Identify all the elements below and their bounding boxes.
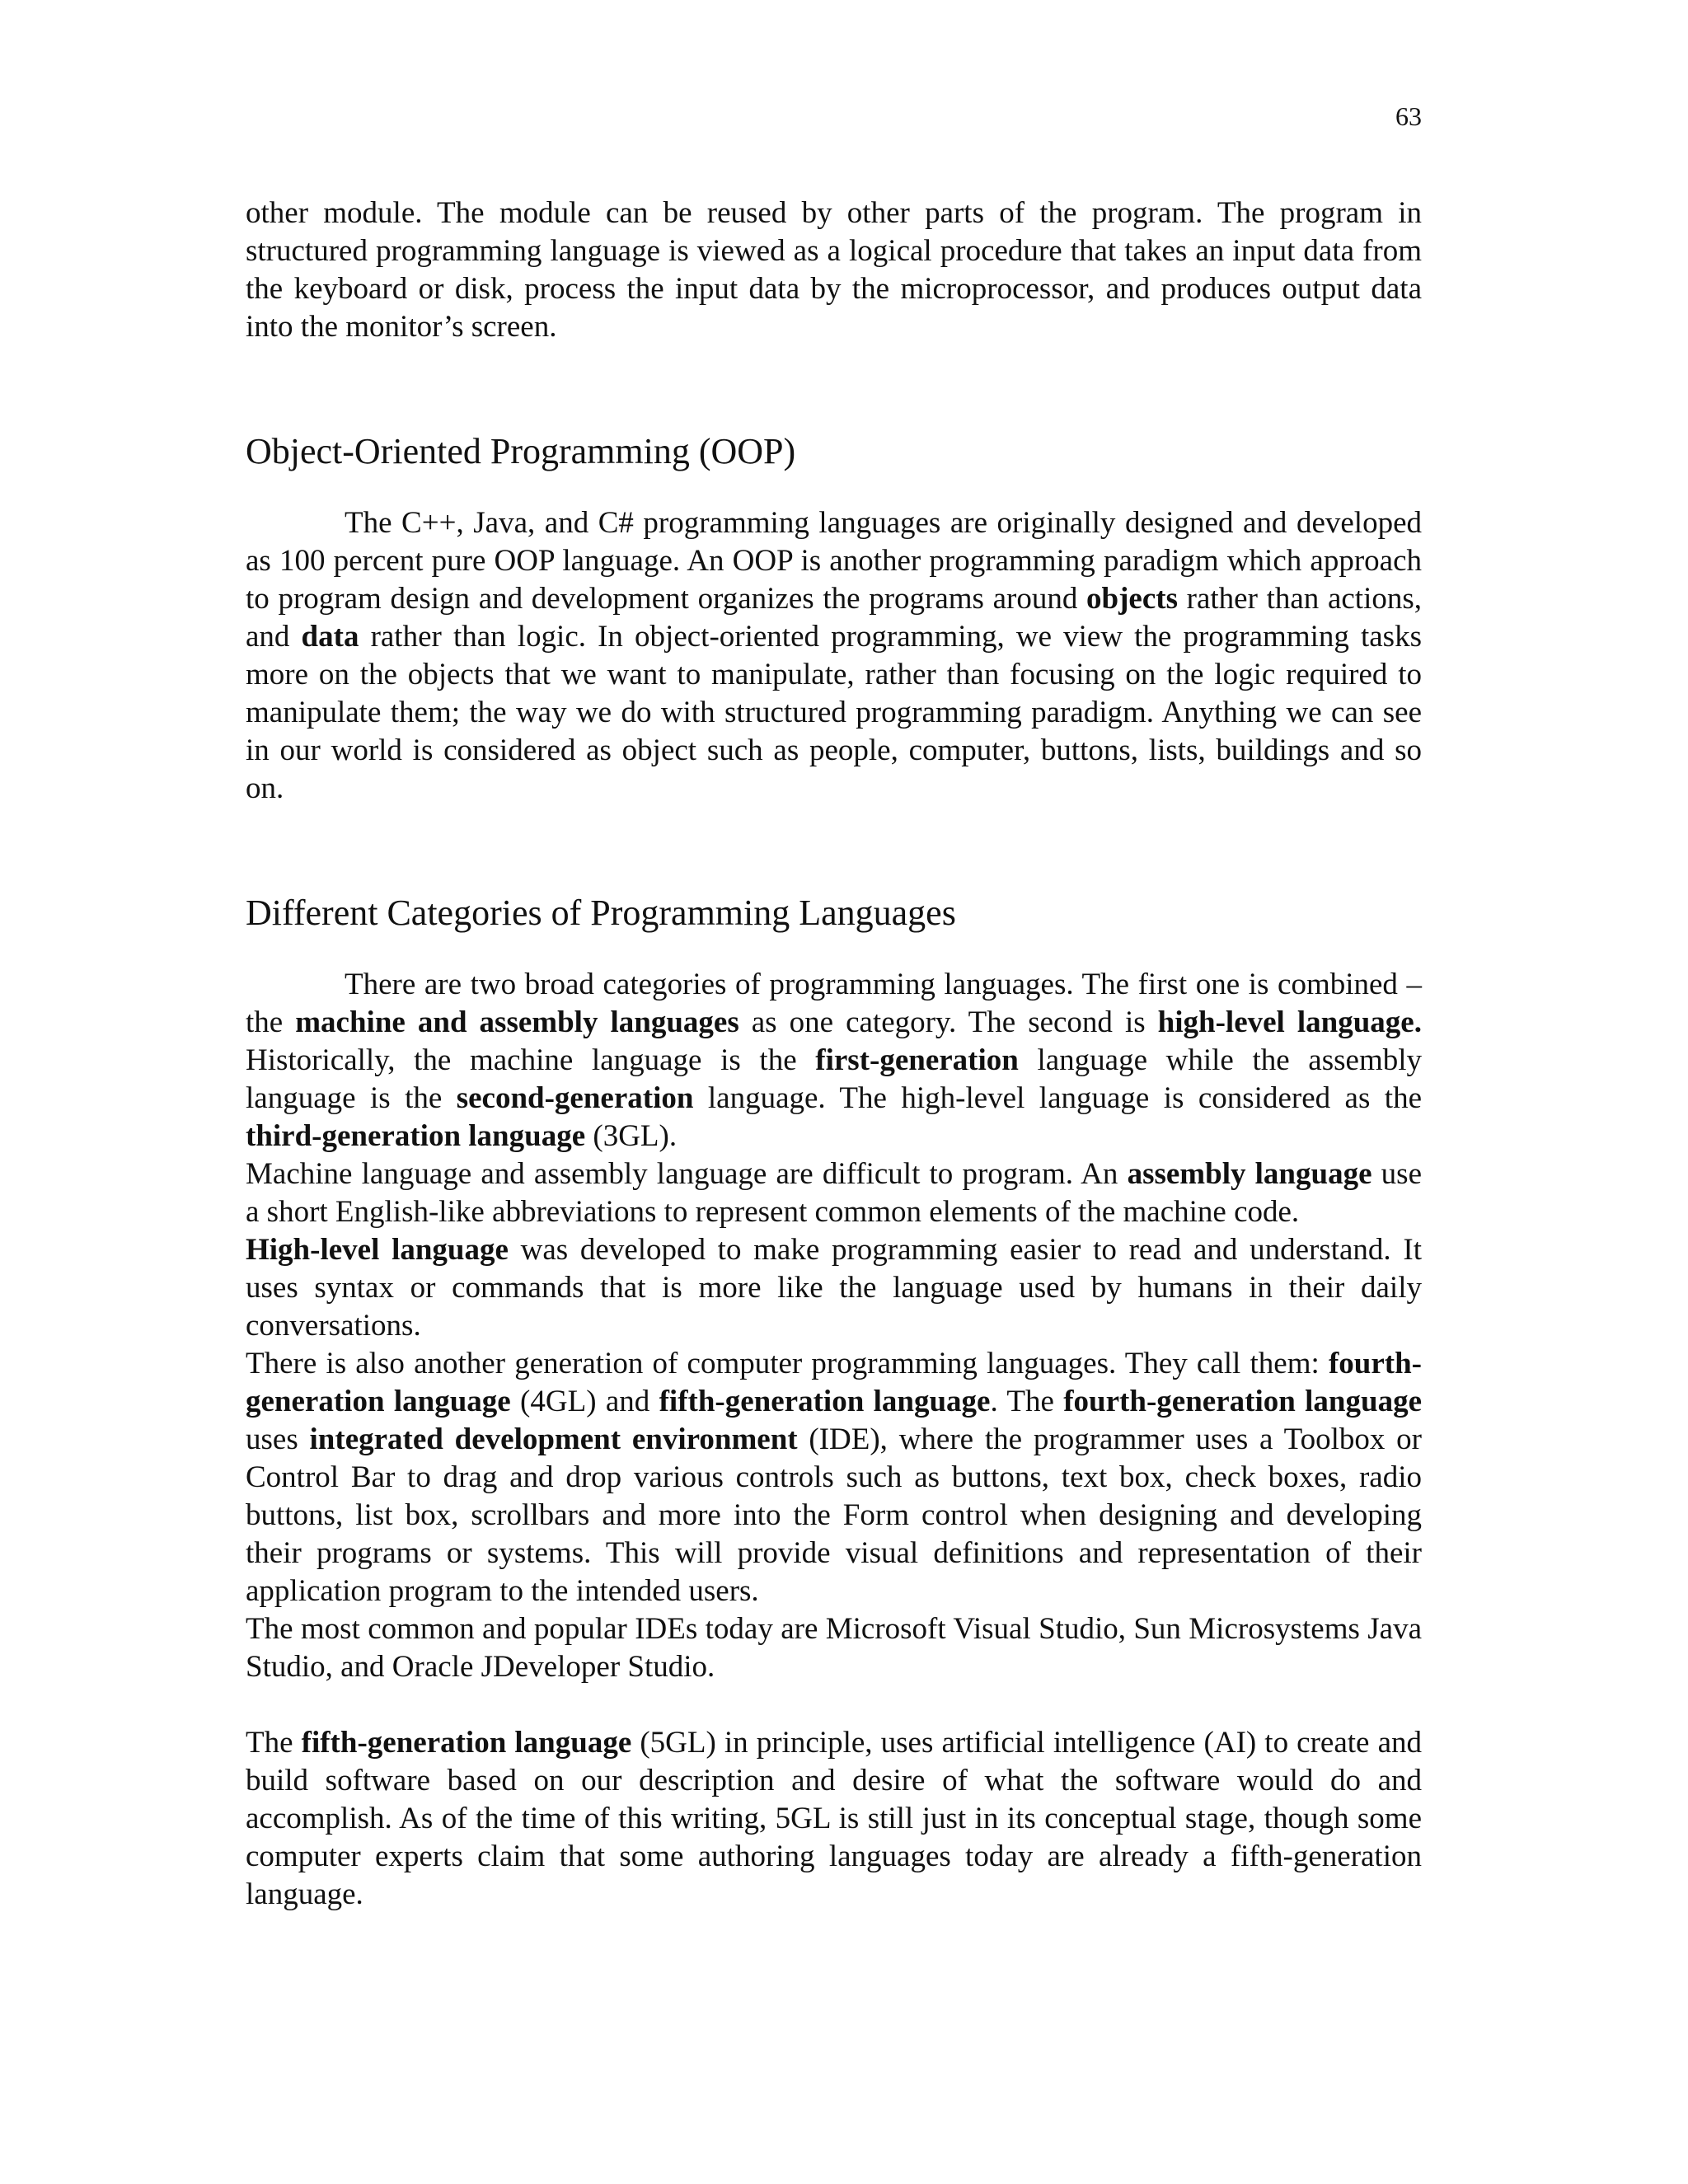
intro-paragraph: other module. The module can be reused by other parts of the program. The program in structured programming language is viewed as a logical procedure that takes an input data from the keyboard or disk, process the input data by the microprocessor, and produces output data into the monitor’s screen. (246, 196, 1422, 344)
categories-paragraph-2 (246, 1155, 1422, 1231)
oop-paragraph (246, 504, 1422, 808)
text-run: The (246, 1726, 302, 1760)
bold-term: machine and assembly languages (295, 1005, 739, 1039)
text-run: The most common and popular IDEs today are Microsoft Visual Studio, Sun Microsystems Java Studio, and Oracle JDeveloper Studio. (246, 1612, 1422, 1684)
text-run: language. The high-level language is considered as the (693, 1081, 1422, 1115)
heading-spacer (246, 938, 1422, 966)
categories-paragraph-4 (246, 1345, 1422, 1610)
text-run: as one category. The second is (738, 1005, 1158, 1039)
text-run: rather than actions, and (246, 582, 1422, 654)
paragraph-spacer (246, 1686, 1422, 1724)
bold-term: high-level language. (1157, 1005, 1422, 1039)
section-spacer (246, 808, 1422, 888)
bold-term: High-level language (246, 1233, 509, 1267)
bold-term: fifth-generation language (301, 1726, 632, 1760)
bold-term: second-generation (456, 1081, 694, 1115)
categories-paragraph-3 (246, 1231, 1422, 1345)
text-run: uses (246, 1422, 310, 1456)
bold-term: assembly language (1127, 1157, 1372, 1191)
text-run: There are two broad categories of programming languages. The first one is combined – the (246, 968, 1422, 1039)
text-run: Historically, the machine language is the (246, 1043, 816, 1077)
page-number: 63 (1395, 101, 1422, 131)
bold-term-data: data (301, 620, 359, 654)
section-spacer (246, 346, 1422, 427)
heading-spacer (246, 476, 1422, 504)
text-run: . The (990, 1385, 1064, 1418)
categories-paragraph-1 (246, 966, 1422, 1155)
text-run: was developed to make programming easier to read and understand. It uses syntax or commands that is more like the language used by humans in their daily conversations. (246, 1233, 1422, 1343)
text-run: Machine language and assembly language are difficult to program. An (246, 1157, 1128, 1191)
text-run: The C++, Java, and C# programming languages are originally designed and developed as 100 percent pure OOP language. An OOP is another programming paradigm which approach to program design and development organizes the programs around (246, 506, 1422, 616)
text-run: There is also another generation of computer programming languages. They call them: (246, 1347, 1329, 1380)
text-run: (3GL). (585, 1119, 678, 1153)
text-run: rather than logic. In object-oriented programming, we view the programming tasks more on the objects that we want to manipulate, rather than focusing on the logic required to manipulate them; the way we do with structured programming paradigm. Anything we can see in our world is considered as object such as people, computer, buttons, lists, buildings and so on. (246, 620, 1422, 805)
bold-term: fifth-generation language (659, 1385, 991, 1418)
page-content (246, 194, 1422, 1914)
text-run: (IDE), where the programmer uses a Toolbox or Control Bar to drag and drop various controls such as buttons, text box, check boxes, radio buttons, list box, scrollbars and more into the Form control when designing and developing their programs or systems. This will provide visual definitions and representation of their application program to the intended users. (246, 1422, 1422, 1608)
categories-paragraph-6 (246, 1724, 1422, 1914)
bold-term-objects: objects (1086, 582, 1178, 616)
text-run: (4GL) and (510, 1385, 659, 1418)
bold-term: third-generation language (246, 1119, 586, 1153)
text-run: language while the assembly language is the (246, 1043, 1422, 1115)
categories-heading: Different Categories of Programming Languages (246, 893, 956, 933)
text-run: (5GL) in principle, uses artificial intelligence (AI) to create and build software based on our description and desire of what the software would do and accomplish. As of the time of this writing, 5GL is still just in its conceptual stage, though some computer experts claim that some authoring languages today are already a fifth-generation language. (246, 1726, 1422, 1911)
bold-term: first-generation (815, 1043, 1019, 1077)
text-run: use a short English-like abbreviations to represent common elements of the machine code. (246, 1157, 1423, 1229)
categories-paragraph-5 (246, 1610, 1422, 1686)
oop-heading: Object-Oriented Programming (OOP) (246, 431, 796, 471)
bold-term: fourth-generation language (246, 1347, 1422, 1418)
bold-term: integrated development environment (309, 1422, 798, 1456)
bold-term: fourth-generation language (1063, 1385, 1422, 1418)
